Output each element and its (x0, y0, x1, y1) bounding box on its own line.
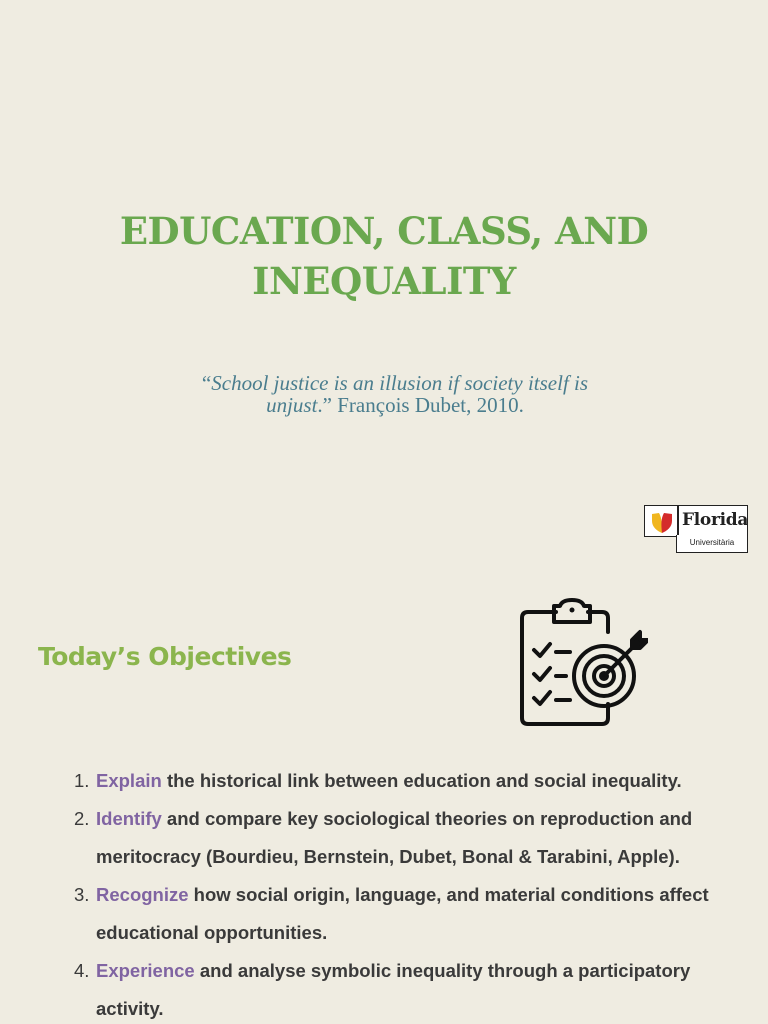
objective-verb: Experience (96, 960, 195, 981)
quote-close-mark: .” (317, 393, 338, 417)
quote-text-line-2: unjust (266, 393, 318, 417)
logo-box (644, 505, 748, 537)
objective-number: 3. (74, 884, 90, 905)
objectives-heading: Today’s Objectives (38, 642, 292, 671)
shield-icon (650, 510, 674, 534)
clipboard-target-icon (516, 598, 648, 730)
list-item (74, 952, 744, 1024)
quote-attribution: François Dubet, 2010. (337, 393, 524, 417)
objective-text: how social origin, language, and material conditions affect educational opportunities. (96, 884, 709, 943)
objective-number: 1. (74, 770, 90, 791)
logo-subtitle: Universitària (676, 535, 748, 553)
page-title (84, 206, 684, 306)
objective-number: 4. (74, 960, 90, 981)
objective-verb: Recognize (96, 884, 189, 905)
title-line-2: INEQUALITY (252, 259, 516, 303)
objective-number: 2. (74, 808, 90, 829)
quote-line-2 (120, 394, 670, 416)
quote-line-1 (120, 372, 670, 394)
list-item (74, 762, 744, 800)
list-item (74, 876, 744, 952)
epigraph-quote (120, 372, 670, 416)
logo-divider (677, 506, 679, 536)
title-line-1: EDUCATION, CLASS, AND (119, 209, 649, 253)
logo-wordmark: Florida (682, 510, 749, 530)
objective-text: the historical link between education and social inequality. (161, 770, 682, 791)
objective-verb: Identify (96, 808, 162, 829)
list-item (74, 800, 744, 876)
objective-text: and analyse symbolic inequality through a participatory activity. (96, 960, 691, 1019)
florida-universitaria-logo (644, 505, 750, 554)
quote-text-line-1: School justice is an illusion if society itself is (211, 371, 589, 395)
objective-text: and compare key sociological theories on reproduction and meritocracy (Bourdieu, Bernstein, Dubet, Bonal & Tarabini, Apple). (96, 808, 693, 867)
objective-verb: Explain (96, 770, 162, 791)
objectives-list (74, 762, 744, 1024)
quote-open-mark: “ (201, 371, 212, 395)
